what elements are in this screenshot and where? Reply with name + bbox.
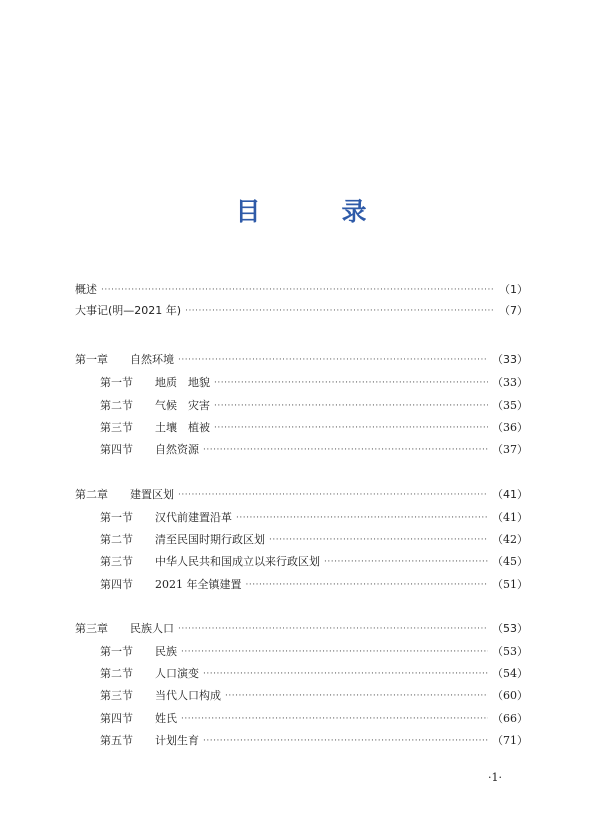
toc-section[interactable]: [100, 553, 528, 571]
section-page: （54）: [492, 667, 528, 680]
page-title: 目 录: [235, 197, 395, 226]
leader-dots: [214, 374, 488, 392]
section-title: 当代人口构成: [155, 689, 221, 702]
leader-dots: [214, 397, 488, 415]
section-title: 土壤 植被: [155, 421, 210, 434]
toc-section[interactable]: [100, 509, 528, 527]
toc-entry-chronicle[interactable]: [75, 302, 528, 320]
leader-dots: [225, 687, 488, 705]
section-number: 第三节: [100, 555, 133, 568]
section-title: 气候 灾害: [155, 399, 210, 412]
section-number: 第一节: [100, 511, 133, 524]
toc-entry-page: （7）: [499, 304, 528, 317]
section-title: 清至民国时期行政区划: [155, 533, 265, 546]
chapter-number: 第一章: [75, 353, 108, 366]
section-number: 第五节: [100, 734, 133, 747]
chapter-page: （53）: [492, 622, 528, 635]
toc-entry-overview[interactable]: [75, 281, 528, 299]
section-number: 第二节: [100, 399, 133, 412]
chapter-page: （33）: [492, 353, 528, 366]
leader-dots: [178, 351, 488, 369]
leader-dots: [101, 281, 495, 299]
section-number: 第四节: [100, 712, 133, 725]
leader-dots: [203, 441, 488, 459]
toc-section[interactable]: [100, 710, 528, 728]
leader-dots: [181, 710, 488, 728]
chapter-number: 第二章: [75, 488, 108, 501]
toc-section[interactable]: [100, 576, 528, 594]
leader-dots: [181, 643, 488, 661]
toc-section[interactable]: [100, 687, 528, 705]
toc-chapter-1[interactable]: [75, 351, 528, 369]
toc-chapter-3[interactable]: [75, 620, 528, 638]
section-number: 第二节: [100, 667, 133, 680]
toc-section[interactable]: [100, 419, 528, 437]
section-title: 汉代前建置沿革: [155, 511, 232, 524]
section-title: 计划生育: [155, 734, 199, 747]
leader-dots: [269, 531, 488, 549]
leader-dots: [178, 486, 488, 504]
chapter-title: 民族人口: [130, 622, 174, 635]
toc-entry-title: 大事记(明—2021 年): [75, 304, 182, 317]
section-title: 民族: [155, 645, 177, 658]
toc-entry-title: 概述: [75, 283, 97, 296]
section-page: （66）: [492, 712, 528, 725]
toc-entry-page: （1）: [499, 283, 528, 296]
toc-section[interactable]: [100, 665, 528, 683]
leader-dots: [236, 509, 488, 527]
leader-dots: [178, 620, 488, 638]
leader-dots: [203, 732, 488, 750]
toc-section[interactable]: [100, 531, 528, 549]
section-page: （45）: [492, 555, 528, 568]
leader-dots: [203, 665, 488, 683]
section-page: （51）: [492, 578, 528, 591]
section-number: 第四节: [100, 443, 133, 456]
toc-section[interactable]: [100, 397, 528, 415]
section-title: 姓氏: [155, 712, 177, 725]
section-number: 第三节: [100, 421, 133, 434]
chapter-page: （41）: [492, 488, 528, 501]
chapter-title: 建置区划: [130, 488, 174, 501]
leader-dots: [324, 553, 488, 571]
section-title: 中华人民共和国成立以来行政区划: [155, 555, 320, 568]
toc-section[interactable]: [100, 732, 528, 750]
section-number: 第四节: [100, 578, 133, 591]
leader-dots: [214, 419, 488, 437]
chapter-number: 第三章: [75, 622, 108, 635]
chapter-title: 自然环境: [130, 353, 174, 366]
section-page: （33）: [492, 376, 528, 389]
section-title: 地质 地貌: [155, 376, 210, 389]
page-number: ·1·: [488, 771, 502, 784]
section-page: （60）: [492, 689, 528, 702]
leader-dots: [185, 302, 495, 320]
section-number: 第一节: [100, 645, 133, 658]
section-page: （42）: [492, 533, 528, 546]
section-title: 自然资源: [155, 443, 199, 456]
section-page: （37）: [492, 443, 528, 456]
section-number: 第二节: [100, 533, 133, 546]
section-page: （71）: [492, 734, 528, 747]
section-title: 2021 年全镇建置: [155, 578, 242, 591]
toc-chapter-2[interactable]: [75, 486, 528, 504]
section-page: （53）: [492, 645, 528, 658]
section-number: 第一节: [100, 376, 133, 389]
section-page: （35）: [492, 399, 528, 412]
section-page: （36）: [492, 421, 528, 434]
section-number: 第三节: [100, 689, 133, 702]
toc-section[interactable]: [100, 441, 528, 459]
section-page: （41）: [492, 511, 528, 524]
leader-dots: [246, 576, 489, 594]
toc-section[interactable]: [100, 374, 528, 392]
section-title: 人口演变: [155, 667, 199, 680]
toc-section[interactable]: [100, 643, 528, 661]
